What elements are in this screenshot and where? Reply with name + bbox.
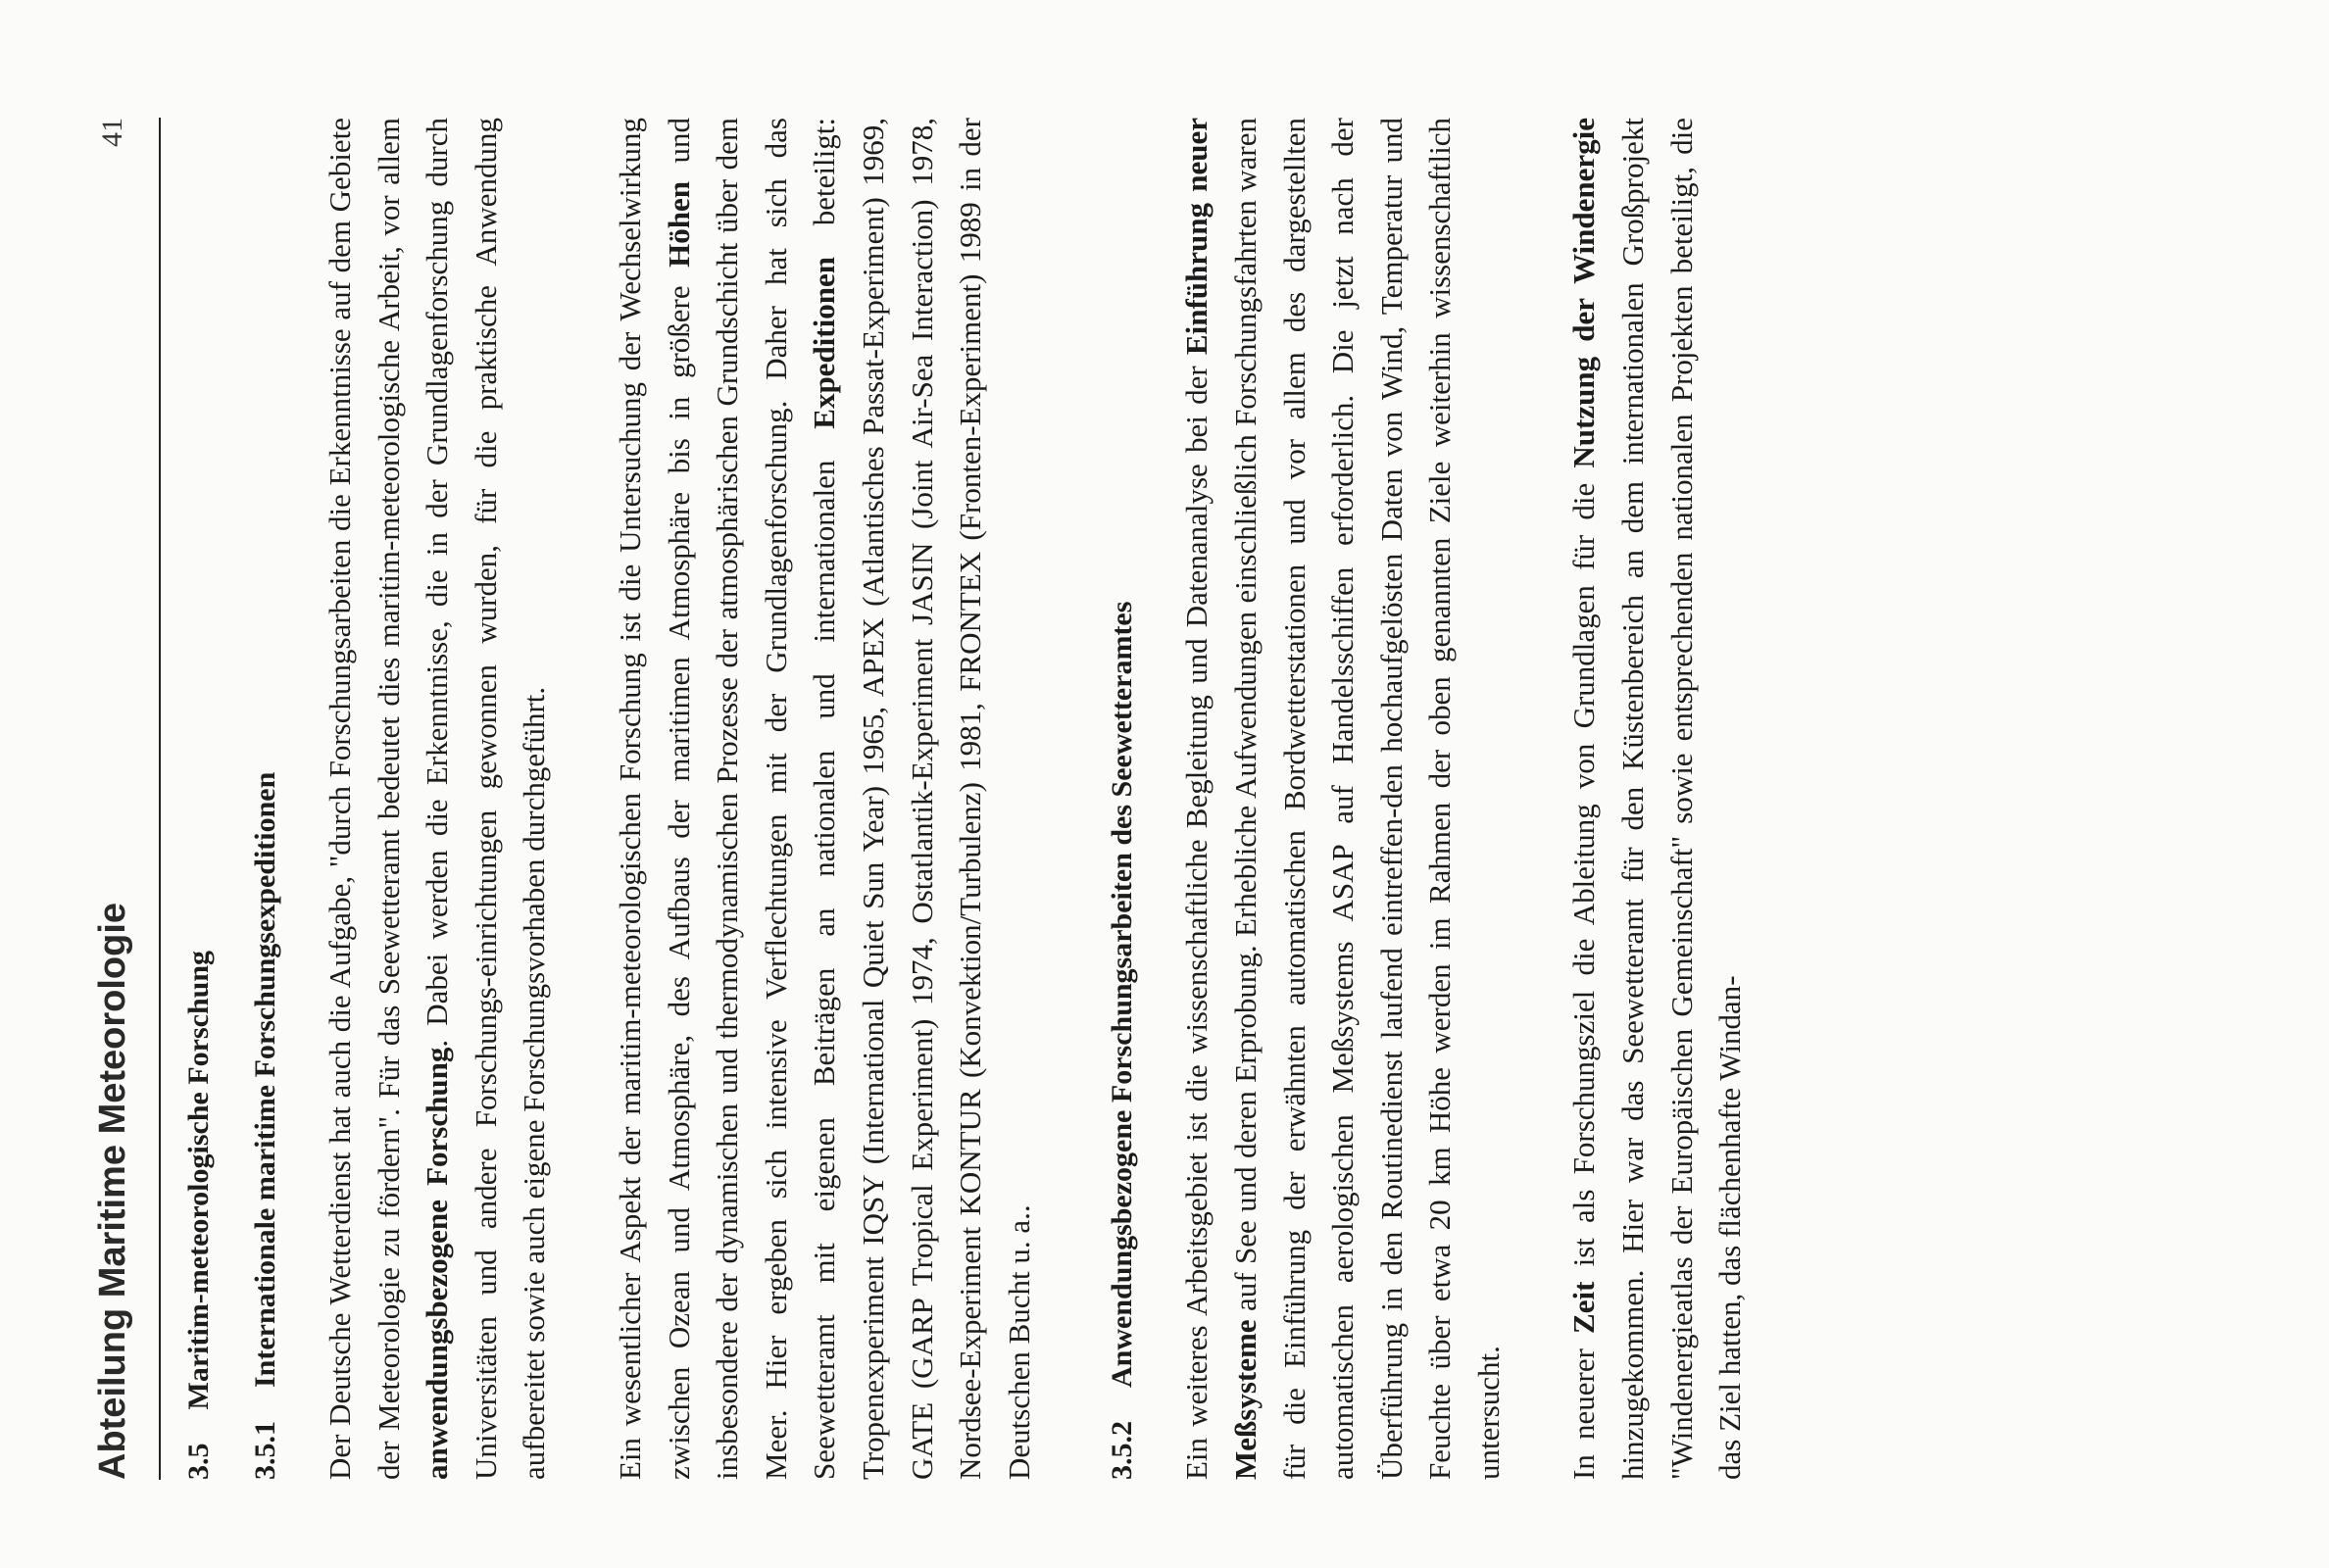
section-number: 3.5.1 bbox=[249, 1421, 281, 1480]
bold-text-run: Nutzung der Windenergie bbox=[1566, 118, 1602, 468]
bold-text-run: Zeit bbox=[1566, 1281, 1602, 1334]
text-run: In neuerer bbox=[1566, 1333, 1602, 1480]
section-heading-3-5-1 bbox=[249, 118, 282, 1480]
text-run: hinzugekommen. Hier war das Seewetteramt für den Küstenbereich an dem internationalen Großprojekt "Windenergieatlas der Europäischen Gemeinschaft" sowie entsprechenden nationalen Projekten beteiligt, die das Ziel hatten, das flächenhafte Windan- bbox=[1615, 118, 1748, 1480]
text-run: Der Deutsche Wetterdienst hat auch die Aufgabe, "durch Forschungsarbeiten die Erkenntnisse auf dem Gebiete der Meteorologie zu fördern". Für das Seewetteramt bedeutet dies maritim-meteorologische Arbeit, vor allem bbox=[322, 118, 406, 1480]
bold-text-run: Höhen bbox=[661, 181, 696, 268]
text-run: beteiligt: Tropenexperiment IQSY (International Quiet Sun Year) 1965, APEX (Atlantisches Passat-Experiment) 1969, GATE (GARP Tropical Experiment) 1974, Ostatlantik-Experiment JASIN (Joint Air-Sea Interaction) 1978, Nordsee-Experiment KONTUR (Konvektion/Turbulenz) 1981, FRONTEX (Fronten-Experiment) 1989 in der Deutschen Bucht u. a.. bbox=[807, 118, 1036, 1480]
text-run: . Dabei werden die Erkenntnisse, die in der Grundlagenforschung durch Universitäten und andere Forschungs-einrichtungen gewonnen wurden, für die praktische Anwendung aufbereitet sowie auch eigene Forschungsvorhaben durchgeführt. bbox=[420, 118, 552, 1480]
bold-text-run: Einführung neuer Meßsysteme bbox=[1179, 118, 1263, 1480]
document-body bbox=[182, 118, 1802, 1480]
section-title: Internationale maritime Forschungsexpeditionen bbox=[249, 771, 281, 1388]
text-run: auf See und deren Erprobung. Erhebliche Aufwendungen einschließlich Forschungsfahrten waren für die Einführung der erwähnten automatischen Bordwetterstationen und vor allem des dargestellten automatischen aerologischen Meßsystems ASAP auf Handelsschiffen erforderlich. Die jetzt nach der Überführung in den Routinedienst laufend eintreffen-den hochaufgelösten Daten von Wind, Temperatur und Feuchte über etwa 20 km Höhe werden im Rahmen der oben genannten Ziele weiterhin wissenschaftlich untersucht. bbox=[1227, 118, 1506, 1480]
paragraph bbox=[1560, 118, 1754, 1480]
text-run: Ein wesentlicher Aspekt der maritim-meteorologischen Forschung ist die Untersuchung der Wechselwirkung zwischen Ozean und Atmosphäre, des Aufbaus der maritimen Atmosphäre bis in größere bbox=[612, 118, 696, 1480]
paragraph bbox=[316, 118, 559, 1480]
running-header bbox=[88, 118, 161, 1480]
document-page bbox=[88, 118, 2215, 1480]
text-run: ist als Forschungsziel die Ableitung von Grundlagen für die bbox=[1566, 467, 1602, 1282]
section-heading-3-5-2 bbox=[1106, 118, 1139, 1480]
page-number: 41 bbox=[96, 118, 128, 147]
running-title: Abteilung Maritime Meteorologie bbox=[92, 902, 133, 1480]
section-title: Anwendungsbezogene Forschungsarbeiten des Seewetteramtes bbox=[1106, 601, 1139, 1388]
section-number: 3.5.2 bbox=[1106, 1421, 1139, 1480]
bold-text-run: Expeditionen bbox=[807, 257, 842, 429]
bold-text-run: anwendungsbezogene Forschung bbox=[420, 1047, 455, 1480]
section-title: Maritim-meteorologische Forschung bbox=[182, 950, 215, 1410]
section-heading-3-5 bbox=[182, 118, 216, 1480]
text-run: Ein weiteres Arbeitsgebiet ist die wissenschaftliche Begleitung und Datenanalyse bei der bbox=[1179, 355, 1214, 1480]
paragraph bbox=[1172, 118, 1512, 1480]
text-run: und insbesondere der dynamischen und thermodynamischen Prozesse der atmosphärischen Grundschicht über dem Meer. Hier ergeben sich intensive Verflechtungen mit der Grundlagenforschung. Daher hat sich das Seewetteramt mit eigenen Beiträgen an nationalen und internationalen bbox=[661, 118, 842, 1480]
section-number: 3.5 bbox=[182, 1443, 215, 1480]
paragraph bbox=[606, 118, 1043, 1480]
